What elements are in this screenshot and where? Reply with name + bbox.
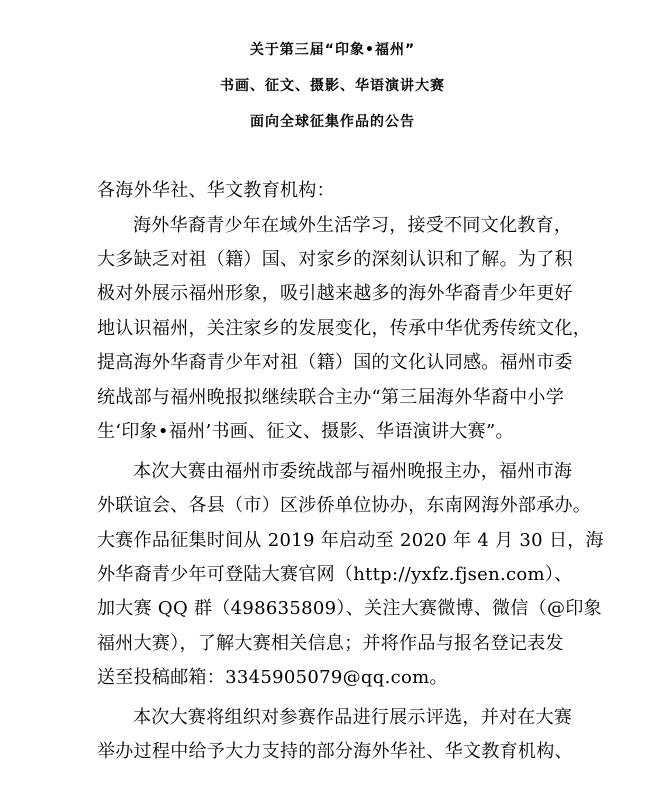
paragraph-line: 送至投稿邮箱：3345905079@qq.com。 xyxy=(97,667,448,688)
paragraph-line: 统战部与福州晚报拟继续联合主办“第三届海外华裔中小学 xyxy=(97,387,564,408)
paragraph-line: 大赛作品征集时间从 2019 年启动至 2020 年 4 月 30 日，海 xyxy=(97,530,604,551)
title-line-3: 面向全球征集作品的公告 xyxy=(250,114,415,130)
paragraph-line: 地认识福州，关注家乡的发展变化，传承中华优秀传统文化， xyxy=(97,318,592,339)
paragraph-line: 加大赛 QQ 群（498635809）、关注大赛微博、微信（@印象 xyxy=(97,598,602,619)
paragraph-line: 本次大赛将组织对参赛作品进行展示评选，并对在大赛 xyxy=(133,707,573,728)
paragraph-line: 本次大赛由福州市委统战部与福州晚报主办，福州市海 xyxy=(133,461,573,482)
paragraph-line: 提高海外华裔青少年对祖（籍）国的文化认同感。福州市委 xyxy=(97,352,573,373)
paragraph-line: 外联谊会、各县（市）区涉侨单位协办，东南网海外部承办。 xyxy=(97,495,592,516)
title-line-2: 书画、征文、摄影、华语演讲大赛 xyxy=(220,78,445,94)
paragraph-line: 外华裔青少年可登陆大赛官网（http://yxfz.fjsen.com）、 xyxy=(97,564,573,585)
paragraph-line: 生‘印象•福州’书画、征文、摄影、华语演讲大赛”。 xyxy=(97,421,514,442)
paragraph-line: 大多缺乏对祖（籍）国、对家乡的深刻认识和了解。为了积 xyxy=(97,249,573,270)
paragraph-line: 极对外展示福州形象，吸引越来越多的海外华裔青少年更好 xyxy=(97,283,573,304)
paragraph-line: 举办过程中给予大力支持的部分海外华社、华文教育机构、 xyxy=(97,741,573,762)
paragraph-line: 海外华裔青少年在域外生活学习，接受不同文化教育， xyxy=(133,215,573,236)
paragraph-line: 福州大赛），了解大赛相关信息；并将作品与报名登记表发 xyxy=(97,633,564,654)
title-line-1: 关于第三届“印象•福州” xyxy=(249,42,416,58)
salutation: 各海外华社、华文教育机构： xyxy=(97,180,335,201)
